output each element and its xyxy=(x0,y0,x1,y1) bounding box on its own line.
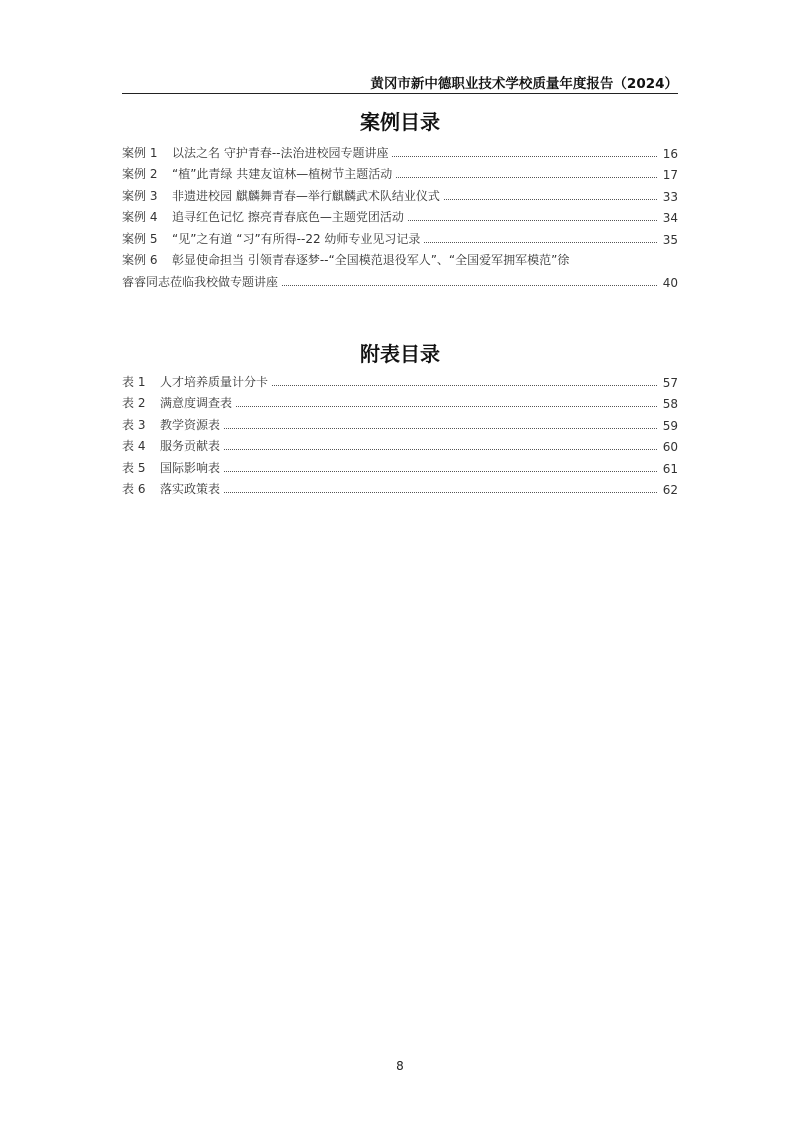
toc-entry-page: 58 xyxy=(662,397,678,411)
toc-entry-case-5[interactable] xyxy=(122,225,678,247)
page-number: 8 xyxy=(396,1059,404,1073)
toc-entry-case-1[interactable] xyxy=(122,139,678,161)
toc-entry-table-6[interactable] xyxy=(122,476,678,498)
case-directory-list xyxy=(122,139,678,290)
toc-entry-case-4[interactable] xyxy=(122,204,678,226)
dot-leader xyxy=(224,471,657,472)
toc-entry-title: 人才培养质量计分卡 xyxy=(160,374,269,389)
dot-leader xyxy=(224,492,657,493)
toc-entry-title: 落实政策表 xyxy=(160,482,221,496)
toc-entry-page: 61 xyxy=(662,461,678,476)
toc-entry-title: 非遗进校园 麒麟舞青春—举行麒麟武术队结业仪式 xyxy=(172,188,440,203)
header-divider xyxy=(122,93,678,94)
toc-entry-title: 服务贡献表 xyxy=(160,439,221,453)
dot-leader xyxy=(224,449,657,450)
toc-entry-page: 33 xyxy=(662,189,678,204)
toc-entry-page: 16 xyxy=(662,146,678,161)
table-directory-heading: 附表目录 xyxy=(360,342,440,366)
dot-leader xyxy=(282,285,657,286)
toc-entry-title-continued: 睿睿同志莅临我校做专题讲座 xyxy=(122,274,279,289)
toc-entry-title: 追寻红色记忆 擦亮青春底色—主题党团活动 xyxy=(172,210,404,224)
toc-entry-page: 57 xyxy=(662,375,678,390)
toc-entry-page: 34 xyxy=(662,211,678,225)
toc-entry-table-4[interactable] xyxy=(122,433,678,455)
toc-entry-page: 60 xyxy=(662,440,678,454)
toc-entry-label: 表 2 xyxy=(122,396,146,410)
dot-leader xyxy=(396,177,656,178)
toc-entry-table-2[interactable] xyxy=(122,390,678,412)
toc-entry-label: 案例 6 xyxy=(122,253,158,267)
table-directory-list xyxy=(122,368,678,497)
dot-leader xyxy=(424,242,656,243)
toc-entry-page: 62 xyxy=(662,483,678,497)
case-directory-heading: 案例目录 xyxy=(360,110,440,134)
toc-entry-label: 表 6 xyxy=(122,482,146,496)
toc-entry-label: 表 4 xyxy=(122,439,146,453)
toc-entry-title: 彰显使命担当 引领青春逐梦--“全国模范退役军人”、“全国爱军拥军模范”徐 xyxy=(172,253,570,267)
toc-entry-case-6[interactable] xyxy=(122,247,678,269)
dot-leader xyxy=(272,385,657,386)
dot-leader xyxy=(392,156,656,157)
toc-entry-case-6-continued[interactable] xyxy=(122,268,678,290)
toc-entry-label: 案例 5 xyxy=(122,231,158,246)
toc-entry-title: 以法之名 守护青春--法治进校园专题讲座 xyxy=(172,145,389,160)
toc-entry-table-1[interactable] xyxy=(122,368,678,390)
toc-entry-label: 表 5 xyxy=(122,460,146,475)
report-header-title: 黄冈市新中德职业技术学校质量年度报告（2024） xyxy=(370,76,678,92)
toc-entry-title: “见”之有道 “习”有所得--22 幼师专业见习记录 xyxy=(172,231,421,246)
toc-entry-label: 案例 2 xyxy=(122,167,158,181)
toc-entry-title: 满意度调查表 xyxy=(160,396,233,410)
dot-leader xyxy=(408,220,657,221)
dot-leader xyxy=(236,406,657,407)
toc-entry-label: 案例 3 xyxy=(122,188,158,203)
toc-entry-title: 教学资源表 xyxy=(160,417,221,432)
toc-entry-case-2[interactable] xyxy=(122,161,678,183)
toc-entry-page: 59 xyxy=(662,418,678,433)
toc-entry-title: 国际影响表 xyxy=(160,460,221,475)
dot-leader xyxy=(444,199,657,200)
toc-entry-label: 表 1 xyxy=(122,374,146,389)
toc-entry-page: 17 xyxy=(662,168,678,182)
toc-entry-label: 案例 4 xyxy=(122,210,158,224)
toc-entry-page: 35 xyxy=(662,232,678,247)
toc-entry-case-3[interactable] xyxy=(122,182,678,204)
dot-leader xyxy=(224,428,657,429)
toc-entry-title: “植”此青绿 共建友谊林—植树节主题活动 xyxy=(172,167,393,181)
toc-entry-label: 案例 1 xyxy=(122,145,158,160)
toc-entry-table-3[interactable] xyxy=(122,411,678,433)
toc-entry-page: 40 xyxy=(662,275,678,290)
toc-entry-table-5[interactable] xyxy=(122,454,678,476)
toc-entry-label: 表 3 xyxy=(122,417,146,432)
